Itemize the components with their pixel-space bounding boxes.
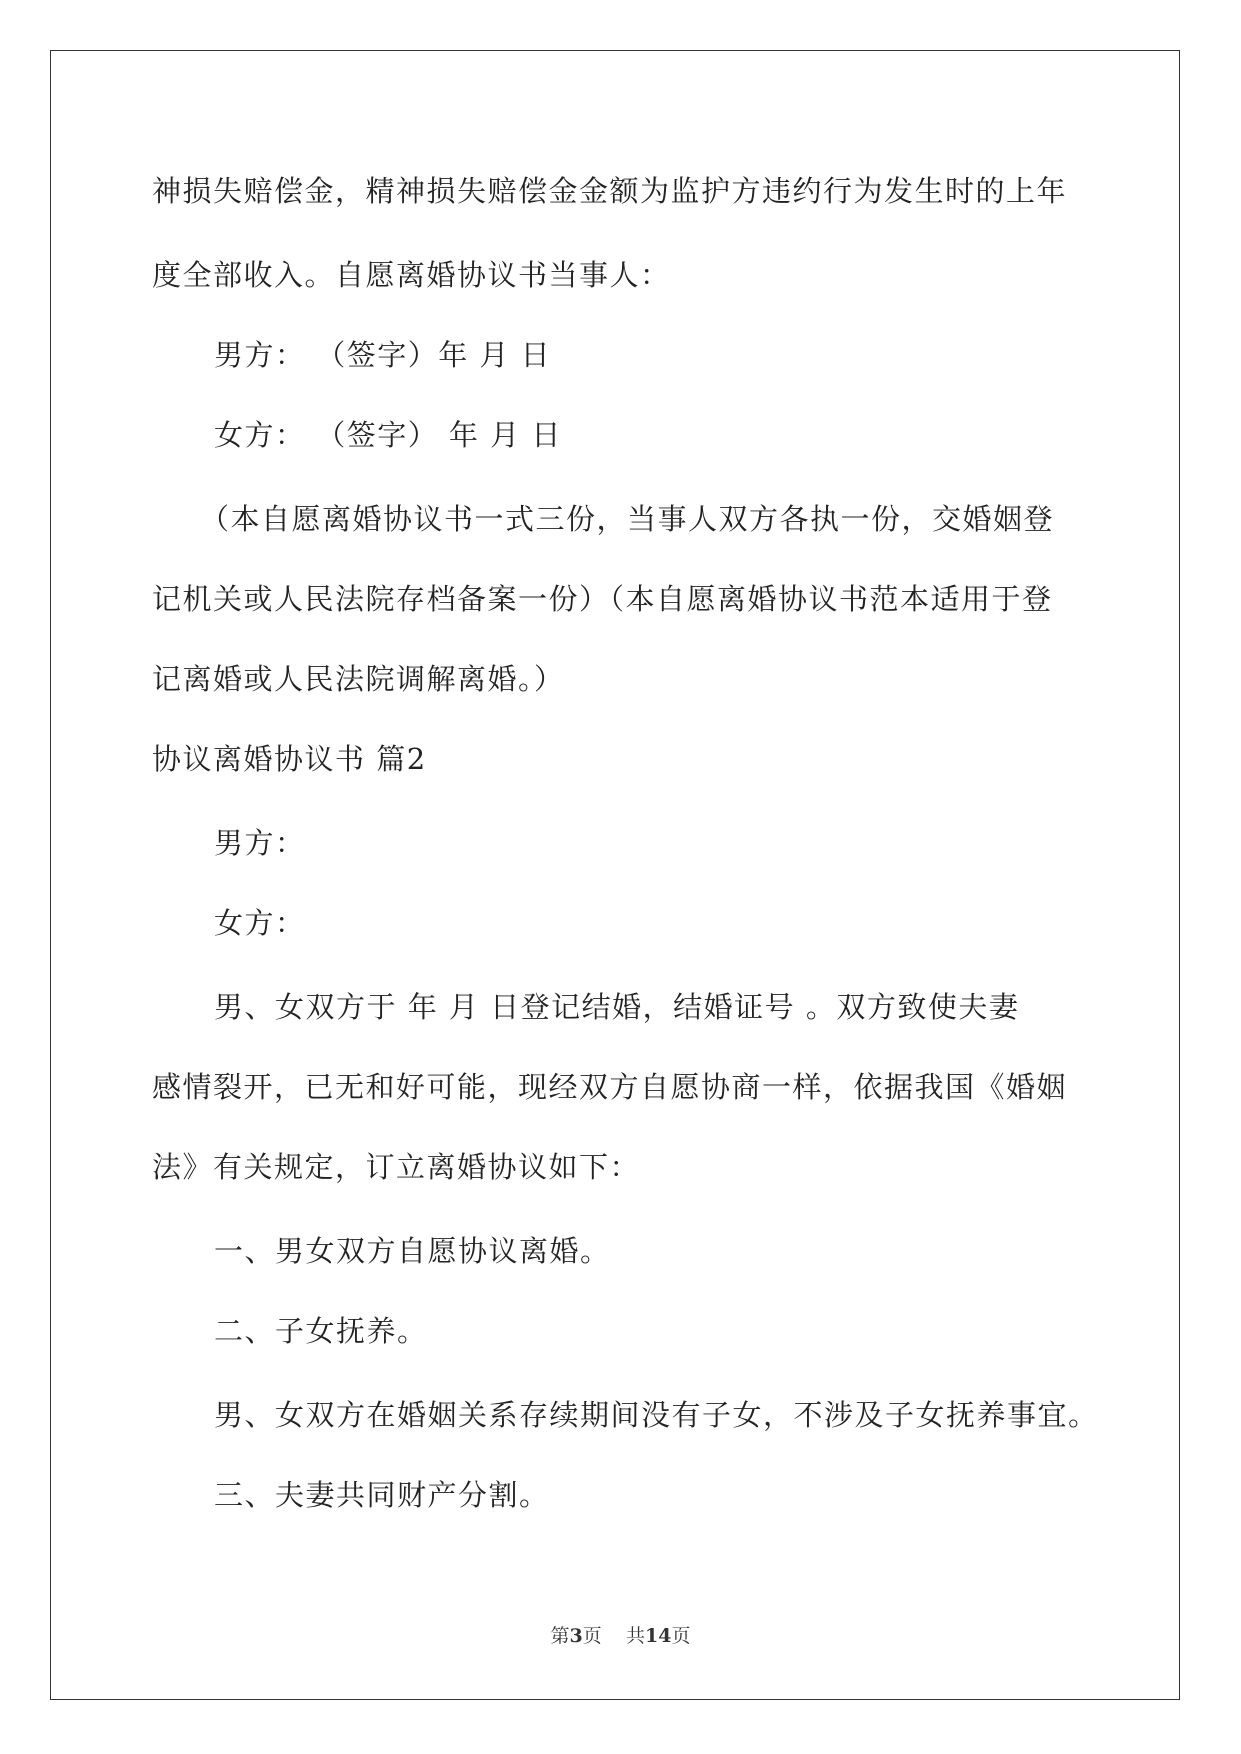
paragraph-line: 法》有关规定，订立离婚协议如下： <box>152 1150 641 1184</box>
paragraph-line: （本自愿离婚协议书一式三份，当事人双方各执一份，交婚姻登 <box>200 502 1055 536</box>
clause-item: 二、子女抚养。 <box>214 1314 428 1348</box>
clause-item: 一、男女双方自愿协议离婚。 <box>214 1234 611 1268</box>
page-suffix: 页 <box>582 1625 602 1647</box>
paragraph-line: 记离婚或人民法院调解离婚。） <box>152 662 565 696</box>
total-suffix: 页 <box>671 1625 691 1647</box>
clause-item: 三、夫妻共同财产分割。 <box>214 1478 550 1512</box>
paragraph-line: 神损失赔偿金，精神损失赔偿金金额为监护方违约行为发生时的上年 <box>152 174 1068 208</box>
section-heading: 协议离婚协议书 篇2 <box>152 742 427 776</box>
page-number: 3 <box>569 1625 583 1647</box>
signature-line-male: 男方： （签字）年 月 日 <box>214 338 552 372</box>
paragraph-line: 男、女双方在婚姻关系存续期间没有子女，不涉及子女抚养事宜。 <box>214 1398 1099 1432</box>
page-border <box>50 50 1180 1700</box>
party-female-label: 女方： <box>214 906 306 940</box>
paragraph-line: 记机关或人民法院存档备案一份）（本自愿离婚协议书范本适用于登 <box>152 582 1053 616</box>
signature-line-female: 女方： （签字） 年 月 日 <box>214 418 562 452</box>
paragraph-line: 感情裂开，已无和好可能，现经双方自愿协商一样，依据我国《婚姻 <box>152 1070 1068 1104</box>
total-pages: 14 <box>644 1625 672 1647</box>
paragraph-line: 男、女双方于 年 月 日登记结婚，结婚证号 。双方致使夫妻 <box>214 990 1020 1024</box>
party-male-label: 男方： <box>214 826 306 860</box>
page-prefix: 第 <box>550 1625 570 1647</box>
page-footer <box>0 1624 1241 1648</box>
total-prefix: 共 <box>625 1625 645 1647</box>
paragraph-line: 度全部收入。自愿离婚协议书当事人： <box>152 258 671 292</box>
